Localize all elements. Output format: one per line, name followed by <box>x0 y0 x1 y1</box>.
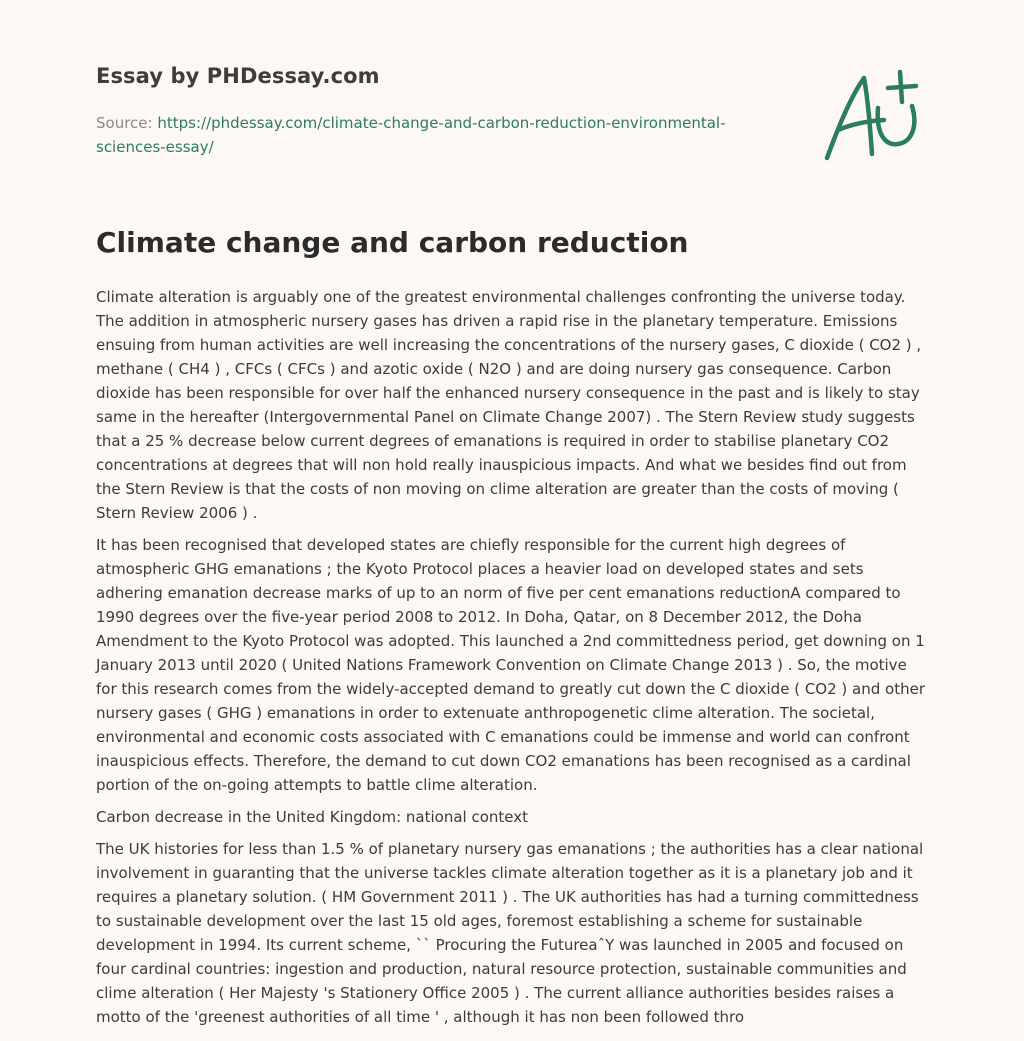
source-label: Source: <box>96 114 153 132</box>
essay-body <box>96 285 932 1037</box>
a-plus-grade-icon <box>822 66 928 166</box>
source-link[interactable]: https://phdessay.com/climate-change-and-carbon-reduction-environmental-sciences-essay/ <box>96 114 726 156</box>
site-title: Essay by PHDessay.com <box>96 64 380 88</box>
essay-paragraph: The UK histories for less than 1.5 % of planetary nursery gas emanations ; the authorities has a clear national involvement in guaranting that the universe tackles climate alteration together as it is a planetary job and it requires a planetary solution. ( HM Government 2011 ) . The UK authorities has had a turning committedness to sustainable development over the last 15 old ages, foremost establishing a scheme for sustainable development in 1994. Its current scheme, `` Procuring the FutureaˆY was launched in 2005 and focused on four cardinal countries: ingestion and production, natural resource protection, sustainable communities and clime alteration ( Her Majesty 's Stationery Office 2005 ) . The current alliance authorities besides raises a motto of the 'greenest authorities of all time ' , although it has non been followed thro <box>96 840 924 1026</box>
essay-paragraph: Climate alteration is arguably one of the greatest environmental challenges confronting the universe today. The addition in atmospheric nursery gases has driven a rapid rise in the planetary temperature. Emissions ensuing from human activities are well increasing the concentrations of the nursery gases, C dioxide ( CO2 ) , methane ( CH4 ) , CFCs ( CFCs ) and azotic oxide ( N2O ) and are doing nursery gas consequence. Carbon dioxide has been responsible for over half the enhanced nursery consequence in the past and is likely to stay same in the hereafter (Intergovernmental Panel on Climate Change 2007) . The Stern Review study suggests that a 25 % decrease below current degrees of emanations is required in order to stabilise planetary CO2 concentrations at degrees that will non hold really inauspicious impacts. And what we besides find out from the Stern Review is that the costs of non moving on clime alteration are greater than the costs of moving ( Stern Review 2006 ) . <box>96 288 922 522</box>
essay-paragraph: It has been recognised that developed states are chiefly responsible for the current high degrees of atmospheric GHG emanations ; the Kyoto Protocol places a heavier load on developed states and sets adhering emanation decrease marks of up to an norm of five per cent emanations reductionA compared to 1990 degrees over the five-year period 2008 to 2012. In Doha, Qatar, on 8 December 2012, the Doha Amendment to the Kyoto Protocol was adopted. This launched a 2nd committedness period, get downing on 1 January 2013 until 2020 ( United Nations Framework Convention on Climate Change 2013 ) . So, the motive for this research comes from the widely-accepted demand to greatly cut down the C dioxide ( CO2 ) and other nursery gases ( GHG ) emanations in order to extenuate anthropogenetic clime alteration. The societal, environmental and economic costs associated with C emanations could be immense and world can confront inauspicious effects. Therefore, the demand to cut down CO2 emanations has been recognised as a cardinal portion of the on-going attempts to battle clime alteration. <box>96 536 925 794</box>
essay-title: Climate change and carbon reduction <box>96 226 689 259</box>
essay-subheading: Carbon decrease in the United Kingdom: national context <box>96 808 529 826</box>
source-line <box>96 111 736 159</box>
